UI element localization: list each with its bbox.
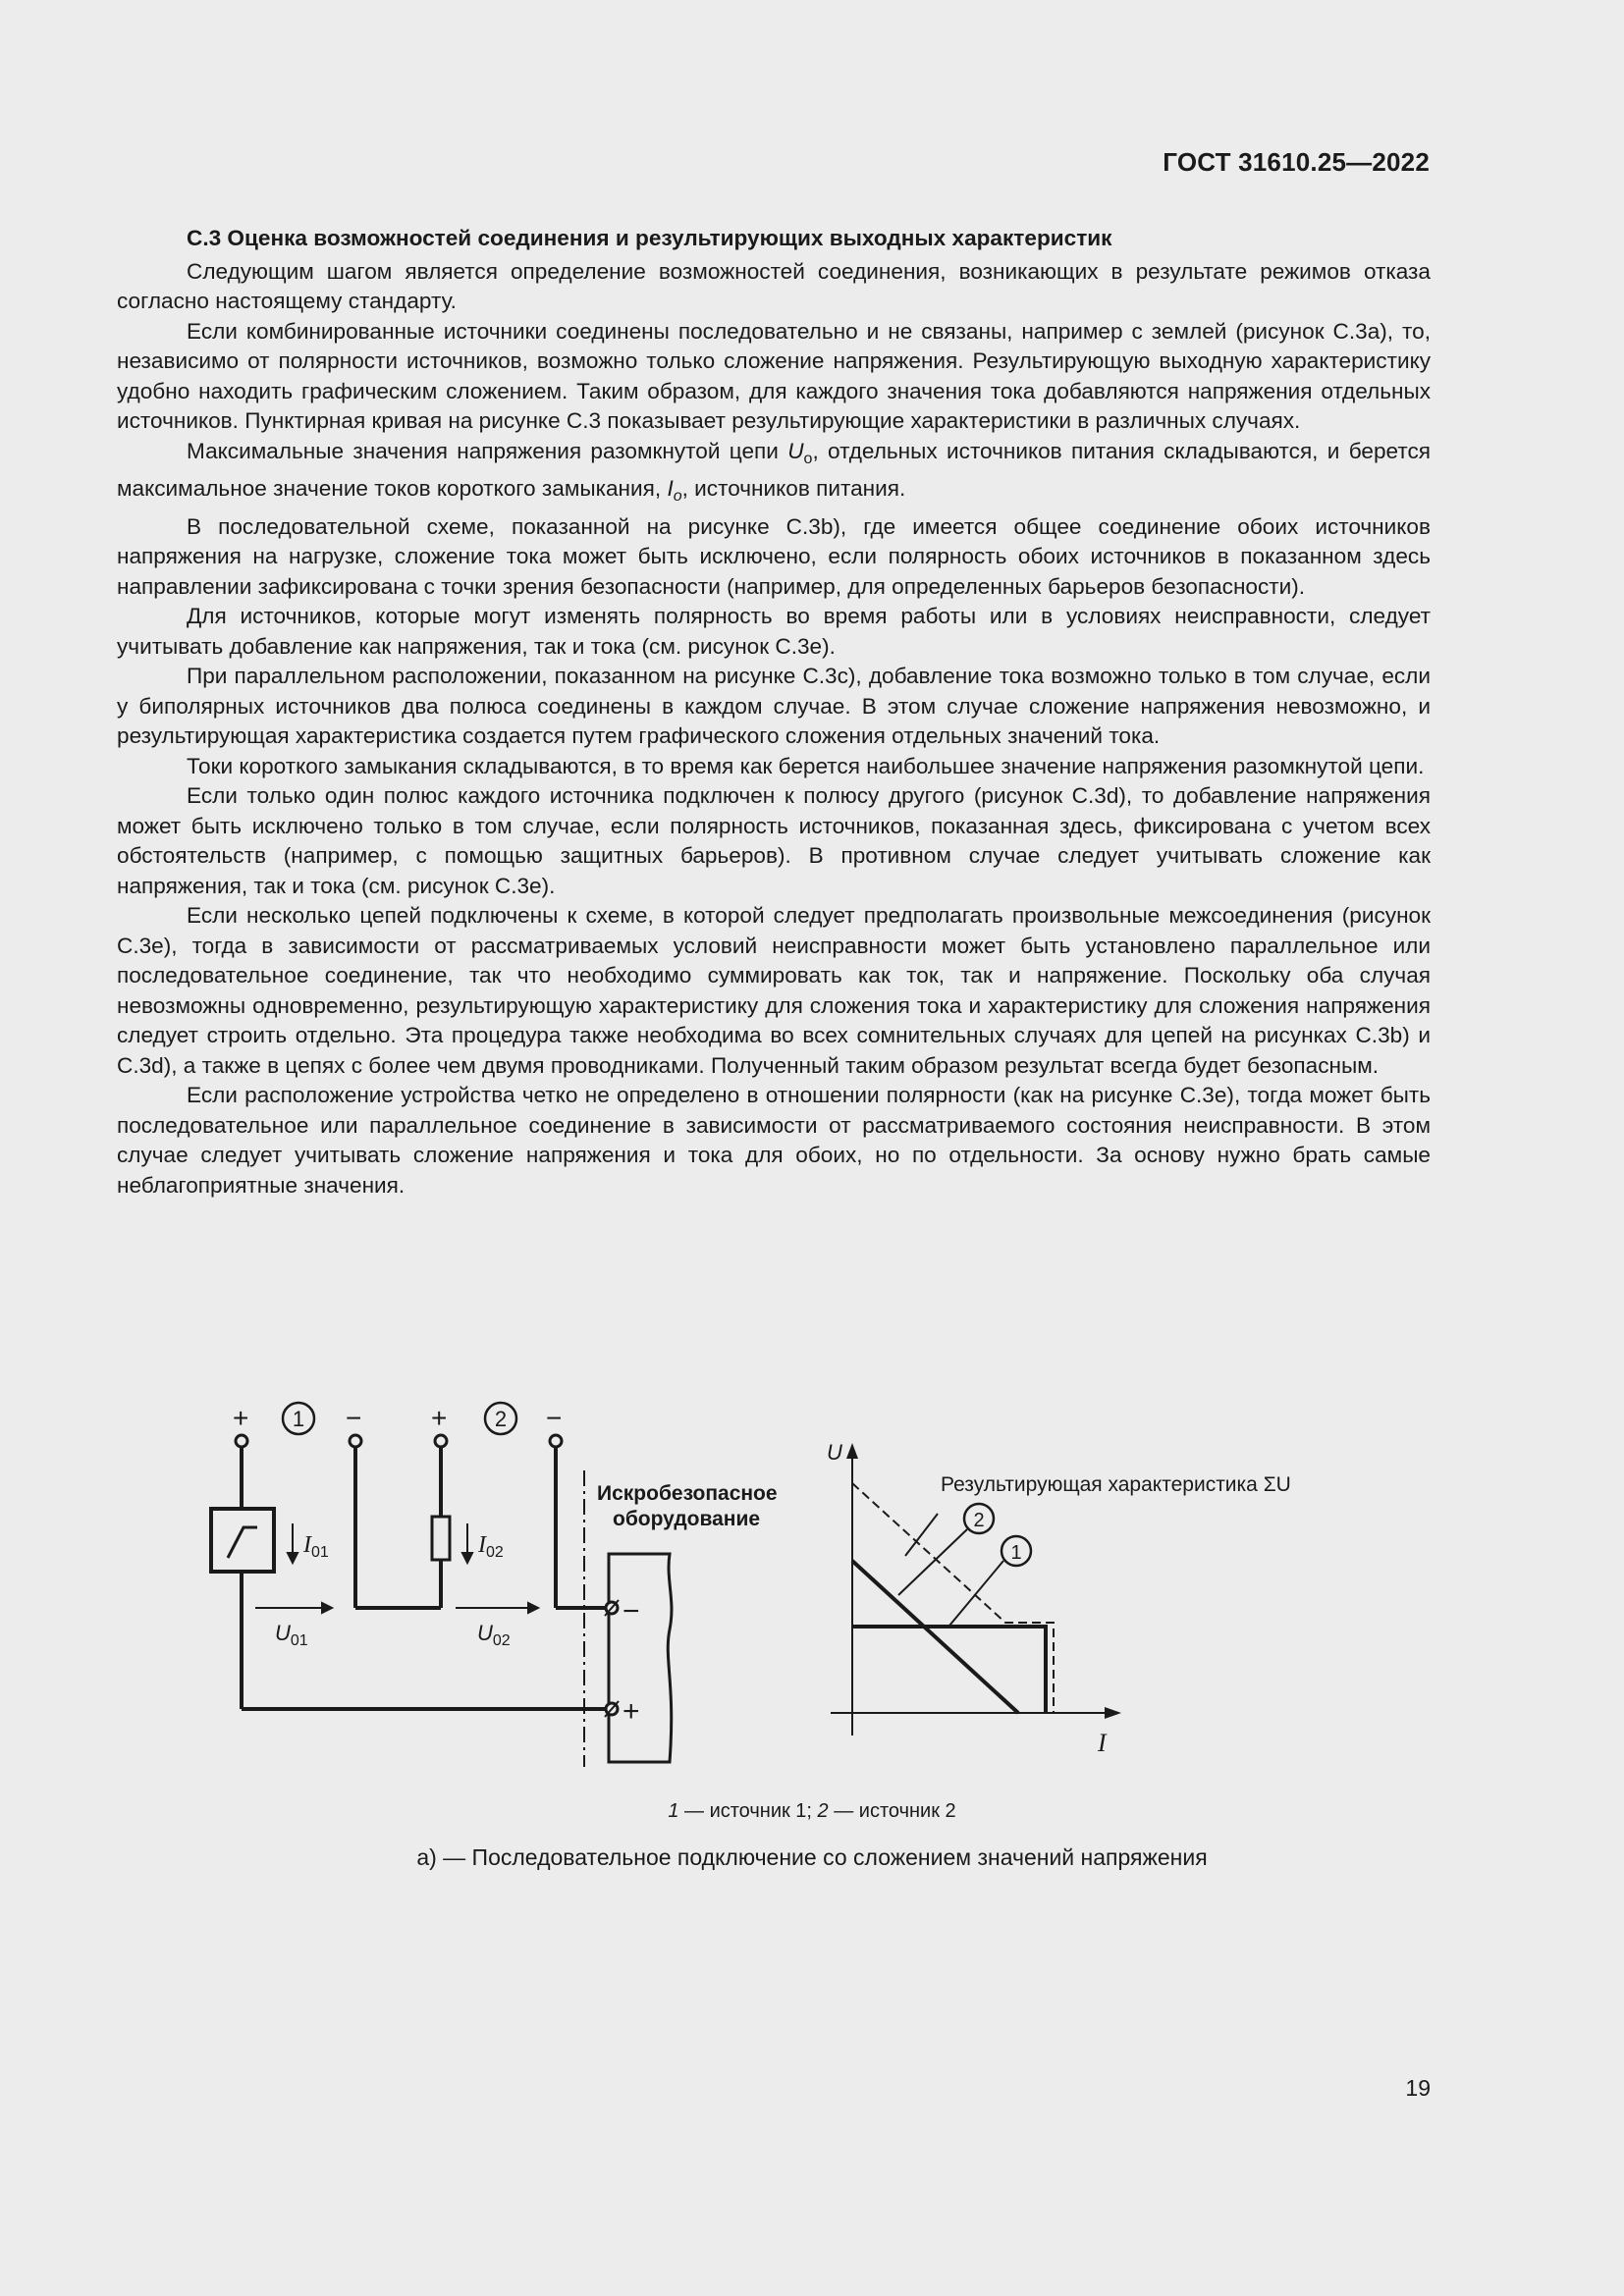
equipment-plus: + xyxy=(623,1695,640,1728)
paragraph-6: При параллельном расположении, показанном на рисунке С.3с), добавление тока возможно только в том случае, если у биполярных источников два полюса соединены в каждом случае. В этом случае сложение напряжения невозможно, и результирующая характеристика создается путем графического сложения отдельных значений тока. xyxy=(117,664,1431,748)
axis-u-arrow xyxy=(846,1443,858,1459)
curve-source-2 xyxy=(852,1561,1018,1713)
label-i02: $I_{02}$ xyxy=(478,1532,504,1561)
legend-num-1: 1 xyxy=(668,1800,679,1822)
axis-i-label: I xyxy=(1098,1729,1107,1757)
leader-2 xyxy=(898,1529,967,1595)
terminal-2-minus xyxy=(550,1435,562,1447)
figure-drawing xyxy=(206,1394,1345,1767)
label-plus-2: + xyxy=(431,1403,448,1433)
curve-source-1 xyxy=(852,1627,1046,1713)
body-text xyxy=(117,224,1431,1201)
legend-text-2: — источник 2 xyxy=(828,1800,956,1822)
chart-num-2: 2 xyxy=(973,1510,985,1531)
arrows xyxy=(255,1523,538,1613)
arrow-u02-head xyxy=(528,1603,538,1613)
section-title: С.3 Оценка возможностей соединения и результирующих выходных характеристик xyxy=(187,226,1112,250)
terminal-1-plus xyxy=(236,1435,247,1447)
legend-num-2: 2 xyxy=(817,1800,829,1822)
num-2: 2 xyxy=(494,1407,508,1431)
symbol-u: U xyxy=(787,438,804,463)
arrow-i01-head xyxy=(288,1553,298,1563)
terminal-slashes xyxy=(605,1600,619,1717)
figure-c3a xyxy=(206,1394,1345,1767)
label-minus-1: − xyxy=(346,1403,362,1433)
axis-i-arrow xyxy=(1105,1707,1121,1719)
paragraph-10: Если расположение устройства четко не определено в отношении полярности (как на рисунке С.3е), тогда может быть последовательное или параллельное соединение в зависимости от рассматриваемого состояния неисправности. В этом случае следует учитывать сложение напряжения и тока для обоих, но по отдельности. За основу нужно брать самые неблагоприятные значения. xyxy=(117,1083,1431,1198)
axis-u-label: U xyxy=(827,1440,842,1465)
num-1: 1 xyxy=(292,1407,305,1431)
equipment-label-2: оборудование xyxy=(613,1508,761,1530)
terminal-1-minus xyxy=(350,1435,361,1447)
label-minus-2: − xyxy=(546,1403,563,1433)
label-i01: $I_{01}$ xyxy=(303,1532,329,1561)
legend-text-1: — источник 1; xyxy=(678,1800,818,1822)
equipment-box xyxy=(609,1554,672,1762)
figure-caption: а) — Последовательное подключение со сложением значений напряжения xyxy=(416,1844,1208,1870)
paragraph-2: Если комбинированные источники соединены последовательно и не связаны, например с землей (рисунок С.3а), то, независимо от полярности источников, возможно только сложение напряжения. Результирующую выходную характеристику удобно находить графическим сложением. Таким образом, для каждого значения тока добавляются напряжения отдельных источников. Пунктирная кривая на рисунке С.3 показывает результирующие характеристики в различных случаях. xyxy=(117,318,1431,433)
paragraph-3-part-c: , источников питания. xyxy=(681,476,906,501)
paragraph-5: Для источников, которые могут изменять полярность во время работы или в условиях неисправности, следует учитывать добавление как напряжения, так и тока (см. рисунок С.3е). xyxy=(117,604,1431,659)
figure-legend xyxy=(0,1800,1624,1823)
page-number: 19 xyxy=(1405,2075,1431,2101)
label-plus-1: + xyxy=(233,1403,249,1433)
paragraph-3-part-a: Максимальные значения напряжения разомкнутой цепи xyxy=(187,438,788,463)
curve-resulting xyxy=(852,1483,1054,1713)
arrow-i02-head xyxy=(462,1553,472,1563)
pole-labels xyxy=(233,1403,640,1728)
subscript-o: o xyxy=(803,450,813,467)
paragraph-3-part-b: , отдельных источников питания складываются, и берется максимальное значение токов короткого замыкания, xyxy=(117,438,1431,501)
paragraph-3 xyxy=(117,437,1431,512)
terminals xyxy=(236,1435,618,1715)
quantity-labels xyxy=(275,1482,778,1649)
label-u02: $U_{02}$ xyxy=(477,1621,511,1649)
symbol-i: I xyxy=(667,476,674,501)
equipment-minus: − xyxy=(623,1595,640,1628)
subscript-o-italic: o xyxy=(673,488,682,505)
paragraph-1: Следующим шагом является определение возможностей соединения, возникающих в результате режимов отказа согласно настоящему стандарту. xyxy=(117,258,1431,313)
paragraph-4: В последовательной схеме, показанной на рисунке С.3b), где имеется общее соединение обоих источников напряжения на нагрузке, сложение тока может быть исключено, если полярность обоих источников в показанном здесь направлении зафиксирована с точки зрения безопасности (например, для определенных барьеров безопасности). xyxy=(117,513,1431,599)
terminal-2-plus xyxy=(435,1435,447,1447)
resistor xyxy=(432,1517,450,1560)
equipment-label-1: Искробезопасное xyxy=(597,1482,778,1505)
source-1-symbol xyxy=(228,1527,257,1558)
label-u01: $U_{01}$ xyxy=(275,1621,308,1649)
standard-number: ГОСТ 31610.25—2022 xyxy=(1163,147,1430,177)
paragraph-8: Если только один полюс каждого источника подключен к полюсу другого (рисунок С.3d), то добавление напряжения может быть исключено только в том случае, если полярность источников, показанная здесь, фиксирована с учетом всех обстоятельств (например, с помощью защитных барьеров). В противном случае следует учитывать сложение как напряжения, так и тока (см. рисунок С.3е). xyxy=(117,783,1431,898)
leader-1 xyxy=(949,1561,1003,1626)
result-label: Результирующая характеристика ΣU xyxy=(941,1473,1291,1496)
paragraph-7: Токи короткого замыкания складываются, в то время как берется наибольшее значение напряжения разомкнутой цепи. xyxy=(187,753,1425,778)
chart-num-1: 1 xyxy=(1010,1542,1022,1564)
arrow-u01-head xyxy=(322,1603,332,1613)
source-1-box xyxy=(211,1509,274,1572)
paragraph-9: Если несколько цепей подключены к схеме, в которой следует предполагать произвольные межсоединения (рисунок С.3е), тогда в зависимости от рассматриваемых условий неисправности может быть установлено параллельное или последовательное соединение, так что необходимо суммировать как ток, так и напряжение. Поскольку оба случая невозможны одновременно, результирующую характеристику для сложения тока и характеристику для сложения напряжения следует строить отдельно. Эта процедура также необходима во всех сомнительных случаях для цепей на рисунках С.3b) и С.3d), а также в цепях с более чем двумя проводниками. Полученный таким образом результат всегда будет безопасным. xyxy=(117,903,1431,1078)
